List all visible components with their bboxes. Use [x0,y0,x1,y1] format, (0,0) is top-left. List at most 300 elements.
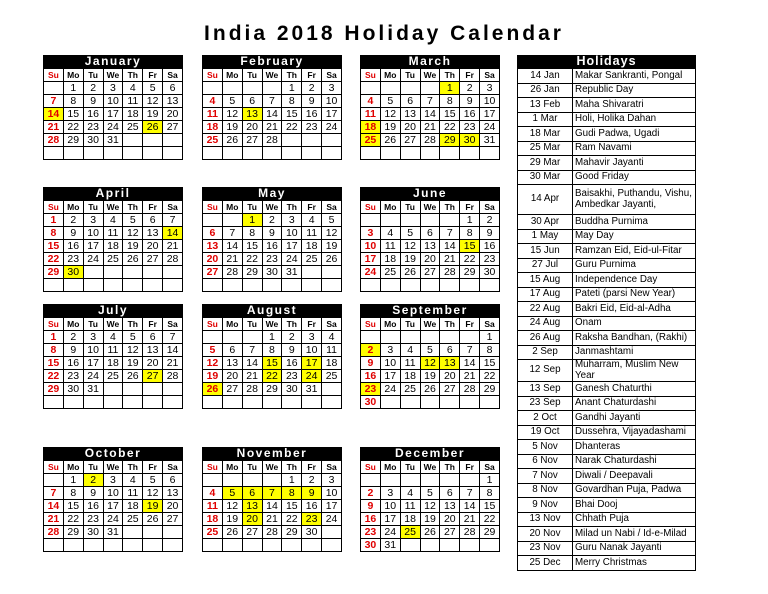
day-cell: 4 [400,487,420,500]
weekday-label: Su [361,318,381,331]
empty-cell [262,396,282,409]
empty-cell [440,214,460,227]
empty-cell [440,331,460,344]
holiday-row [518,382,696,397]
day-cell: 18 [322,357,342,370]
empty-cell [302,134,322,147]
day-cell: 12 [420,500,440,513]
day-cell: 24 [380,526,400,539]
weekday-label: Tu [83,461,103,474]
holiday-name: Gandhi Jayanti [573,411,696,426]
empty-cell [460,147,480,160]
empty-cell [420,331,440,344]
empty-cell [103,279,123,292]
holiday-row [518,244,696,259]
empty-cell [440,474,460,487]
day-cell: 25 [103,253,123,266]
holiday-name: Holi, Holika Dahan [573,112,696,127]
day-cell: 1 [63,82,83,95]
day-cell: 8 [63,487,83,500]
day-cell: 2 [83,82,103,95]
holiday-name: Govardhan Puja, Padwa [573,483,696,498]
day-cell: 26 [222,134,242,147]
day-cell: 20 [163,500,183,513]
empty-cell [123,279,143,292]
weekday-label: Mo [222,69,242,82]
day-cell: 28 [222,266,242,279]
holiday-row [518,483,696,498]
empty-cell [44,474,64,487]
day-cell: 28 [440,266,460,279]
day-cell: 1 [480,331,500,344]
day-cell: 24 [83,370,103,383]
weekday-label: Sa [322,201,342,214]
holiday-name: Onam [573,316,696,331]
day-cell: 8 [282,95,302,108]
empty-cell [380,82,400,95]
holiday-name: Anant Chaturdashi [573,396,696,411]
empty-cell [222,82,242,95]
day-cell: 2 [361,344,381,357]
day-cell: 31 [282,266,302,279]
empty-cell [242,474,262,487]
day-cell: 10 [361,240,381,253]
day-cell: 12 [123,227,143,240]
empty-cell [222,331,242,344]
empty-cell [123,147,143,160]
month-name: April [43,187,183,200]
month-table [43,200,183,292]
day-cell: 16 [63,357,83,370]
day-cell: 16 [460,108,480,121]
day-cell: 29 [480,526,500,539]
holiday-date: 2 Sep [518,345,573,360]
day-cell: 17 [302,357,322,370]
day-cell: 27 [242,526,262,539]
day-cell: 16 [83,108,103,121]
month-september [360,304,500,409]
empty-cell [361,279,381,292]
holiday-date: 17 Aug [518,287,573,302]
day-cell: 29 [242,266,262,279]
holiday-name: Maha Shivaratri [573,98,696,113]
weekday-label: Su [203,69,223,82]
day-cell: 9 [361,357,381,370]
day-cell: 10 [380,357,400,370]
day-cell: 5 [143,474,163,487]
day-cell: 25 [400,526,420,539]
holiday-list-heading: Holidays [517,55,696,68]
empty-cell [440,147,460,160]
weekday-label: We [420,69,440,82]
day-cell: 17 [380,513,400,526]
holiday-row [518,287,696,302]
weekday-label: Tu [242,318,262,331]
day-cell: 1 [282,82,302,95]
empty-cell [143,147,163,160]
day-cell: 26 [203,383,223,396]
empty-cell [143,396,163,409]
day-cell: 2 [302,82,322,95]
day-cell: 10 [83,344,103,357]
day-cell: 20 [420,253,440,266]
day-cell: 29 [44,266,64,279]
day-cell: 28 [163,253,183,266]
day-cell: 12 [380,108,400,121]
empty-cell [322,396,342,409]
empty-cell [242,279,262,292]
day-cell: 3 [302,331,322,344]
day-cell: 22 [44,253,64,266]
empty-cell [163,266,183,279]
day-cell: 19 [322,240,342,253]
day-cell: 30 [83,526,103,539]
month-name: May [202,187,342,200]
holiday-date: 6 Nov [518,454,573,469]
holiday-date: 26 Aug [518,331,573,346]
holiday-row [518,527,696,542]
holiday-name: Ganesh Chaturthi [573,382,696,397]
holiday-date: 15 Aug [518,273,573,288]
holiday-row [518,273,696,288]
holiday-date: 13 Sep [518,382,573,397]
day-cell: 16 [302,500,322,513]
day-cell: 20 [242,513,262,526]
day-cell: 13 [222,357,242,370]
empty-cell [163,539,183,552]
day-cell: 2 [63,214,83,227]
day-cell: 31 [380,539,400,552]
weekday-label: Mo [380,69,400,82]
day-cell: 30 [63,383,83,396]
weekday-label: Mo [222,461,242,474]
month-table [202,460,342,552]
holiday-row [518,425,696,440]
day-cell: 30 [282,383,302,396]
day-cell: 9 [302,487,322,500]
empty-cell [63,539,83,552]
day-cell: 8 [44,344,64,357]
day-cell: 22 [440,121,460,134]
weekday-label: Mo [63,69,83,82]
empty-cell [282,147,302,160]
day-cell: 3 [282,214,302,227]
weekday-label: Su [44,318,64,331]
day-cell: 4 [322,331,342,344]
day-cell: 6 [242,95,262,108]
weekday-label: Fr [302,69,322,82]
day-cell: 23 [460,121,480,134]
month-march [360,55,500,160]
month-october [43,447,183,552]
day-cell: 29 [44,383,64,396]
holiday-date: 23 Nov [518,541,573,556]
holiday-date: 25 Mar [518,141,573,156]
weekday-label: Sa [322,318,342,331]
day-cell: 6 [440,487,460,500]
weekday-label: Mo [222,201,242,214]
empty-cell [420,279,440,292]
weekday-label: Sa [163,201,183,214]
day-cell: 1 [480,474,500,487]
empty-cell [262,82,282,95]
empty-cell [203,474,223,487]
weekday-label: Fr [302,461,322,474]
weekday-label: Th [440,69,460,82]
empty-cell [163,134,183,147]
day-cell: 31 [103,134,123,147]
month-name: June [360,187,500,200]
holiday-name: Ram Navami [573,141,696,156]
holiday-name: Milad un Nabi / Id-e-Milad [573,527,696,542]
empty-cell [460,279,480,292]
day-cell: 15 [282,108,302,121]
day-cell: 25 [203,134,223,147]
weekday-label: We [262,69,282,82]
day-cell: 6 [222,344,242,357]
empty-cell [222,474,242,487]
day-cell: 21 [262,513,282,526]
empty-cell [143,383,163,396]
weekday-label: We [103,318,123,331]
empty-cell [123,526,143,539]
day-cell: 3 [480,82,500,95]
weekday-label: Mo [63,318,83,331]
day-cell: 8 [480,344,500,357]
empty-cell [83,266,103,279]
day-cell: 27 [440,526,460,539]
day-cell: 13 [203,240,223,253]
day-cell: 17 [480,108,500,121]
holiday-table [517,68,696,571]
empty-cell [262,147,282,160]
weekday-label: We [420,318,440,331]
day-cell: 16 [282,357,302,370]
day-cell: 30 [361,539,381,552]
day-cell: 10 [83,227,103,240]
day-cell: 6 [242,487,262,500]
empty-cell [460,396,480,409]
weekday-label: Su [203,461,223,474]
empty-cell [103,396,123,409]
day-cell: 30 [460,134,480,147]
month-table [43,460,183,552]
month-name: January [43,55,183,68]
weekday-label: Fr [302,201,322,214]
day-cell: 27 [143,370,163,383]
weekday-label: Tu [400,69,420,82]
empty-cell [83,539,103,552]
month-table [202,68,342,160]
day-cell: 29 [460,266,480,279]
day-cell: 11 [361,108,381,121]
day-cell: 28 [460,383,480,396]
empty-cell [63,279,83,292]
weekday-label: Mo [380,461,400,474]
day-cell: 18 [400,370,420,383]
day-cell: 29 [63,134,83,147]
day-cell: 2 [480,214,500,227]
empty-cell [222,214,242,227]
holiday-date: 1 May [518,229,573,244]
day-cell: 23 [361,383,381,396]
holiday-date: 24 Aug [518,316,573,331]
weekday-label: Th [440,461,460,474]
day-cell: 8 [460,227,480,240]
day-cell: 24 [103,121,123,134]
day-cell: 5 [123,331,143,344]
day-cell: 15 [262,357,282,370]
day-cell: 9 [361,500,381,513]
day-cell: 4 [380,227,400,240]
empty-cell [103,383,123,396]
day-cell: 26 [322,253,342,266]
holiday-name: Bakri Eid, Eid-al-Adha [573,302,696,317]
day-cell: 2 [302,474,322,487]
day-cell: 8 [262,344,282,357]
weekday-label: Tu [242,461,262,474]
holiday-row [518,454,696,469]
empty-cell [44,539,64,552]
day-cell: 9 [63,227,83,240]
empty-cell [380,396,400,409]
weekday-label: Th [282,318,302,331]
day-cell: 20 [163,108,183,121]
day-cell: 19 [222,121,242,134]
month-table [360,317,500,409]
day-cell: 19 [420,513,440,526]
empty-cell [143,539,163,552]
day-cell: 6 [420,227,440,240]
day-cell: 14 [163,344,183,357]
day-cell: 20 [203,253,223,266]
day-cell: 27 [163,513,183,526]
day-cell: 16 [302,108,322,121]
day-cell: 11 [302,227,322,240]
day-cell: 7 [460,487,480,500]
month-name: December [360,447,500,460]
day-cell: 14 [163,227,183,240]
empty-cell [460,331,480,344]
weekday-label: Sa [480,461,500,474]
day-cell: 12 [400,240,420,253]
holiday-row [518,411,696,426]
empty-cell [103,539,123,552]
holiday-row [518,127,696,142]
empty-cell [322,279,342,292]
day-cell: 28 [262,134,282,147]
day-cell: 3 [103,474,123,487]
holiday-date: 30 Mar [518,170,573,185]
day-cell: 10 [480,95,500,108]
day-cell: 16 [361,370,381,383]
day-cell: 19 [143,108,163,121]
empty-cell [163,147,183,160]
day-cell: 13 [163,487,183,500]
weekday-label: Su [44,201,64,214]
day-cell: 14 [242,357,262,370]
empty-cell [63,396,83,409]
day-cell: 10 [302,344,322,357]
empty-cell [282,539,302,552]
empty-cell [322,383,342,396]
empty-cell [123,134,143,147]
empty-cell [83,147,103,160]
empty-cell [361,82,381,95]
day-cell: 17 [380,370,400,383]
holiday-row [518,258,696,273]
holiday-name: Muharram, Muslim New Year [573,360,696,382]
day-cell: 10 [380,500,400,513]
day-cell: 7 [44,95,64,108]
empty-cell [203,279,223,292]
day-cell: 21 [163,357,183,370]
holiday-row [518,360,696,382]
day-cell: 13 [420,240,440,253]
day-cell: 19 [380,121,400,134]
day-cell: 4 [103,331,123,344]
month-december [360,447,500,552]
day-cell: 30 [480,266,500,279]
day-cell: 30 [302,526,322,539]
weekday-label: Th [123,461,143,474]
day-cell: 21 [420,121,440,134]
weekday-label: Mo [63,461,83,474]
weekday-label: We [420,201,440,214]
day-cell: 20 [242,121,262,134]
holiday-row [518,316,696,331]
day-cell: 22 [63,121,83,134]
day-cell: 29 [63,526,83,539]
month-may [202,187,342,292]
day-cell: 29 [480,383,500,396]
empty-cell [83,279,103,292]
day-cell: 14 [44,108,64,121]
day-cell: 9 [302,95,322,108]
day-cell: 20 [440,370,460,383]
empty-cell [380,214,400,227]
day-cell: 23 [83,121,103,134]
day-cell: 17 [361,253,381,266]
holiday-row [518,556,696,571]
empty-cell [163,396,183,409]
weekday-label: Fr [460,318,480,331]
day-cell: 19 [420,370,440,383]
day-cell: 26 [123,370,143,383]
empty-cell [123,396,143,409]
day-cell: 16 [361,513,381,526]
day-cell: 10 [103,487,123,500]
empty-cell [302,266,322,279]
holiday-name: Makar Sankranti, Pongal [573,69,696,84]
page-title: India 2018 Holiday Calendar [204,22,564,45]
day-cell: 3 [380,487,400,500]
day-cell: 9 [460,95,480,108]
day-cell: 25 [103,370,123,383]
day-cell: 6 [163,474,183,487]
month-name: August [202,304,342,317]
day-cell: 13 [242,500,262,513]
month-november [202,447,342,552]
month-table [43,68,183,160]
empty-cell [400,331,420,344]
empty-cell [380,474,400,487]
day-cell: 6 [163,82,183,95]
day-cell: 4 [361,95,381,108]
empty-cell [400,147,420,160]
empty-cell [322,266,342,279]
holiday-date: 25 Dec [518,556,573,571]
